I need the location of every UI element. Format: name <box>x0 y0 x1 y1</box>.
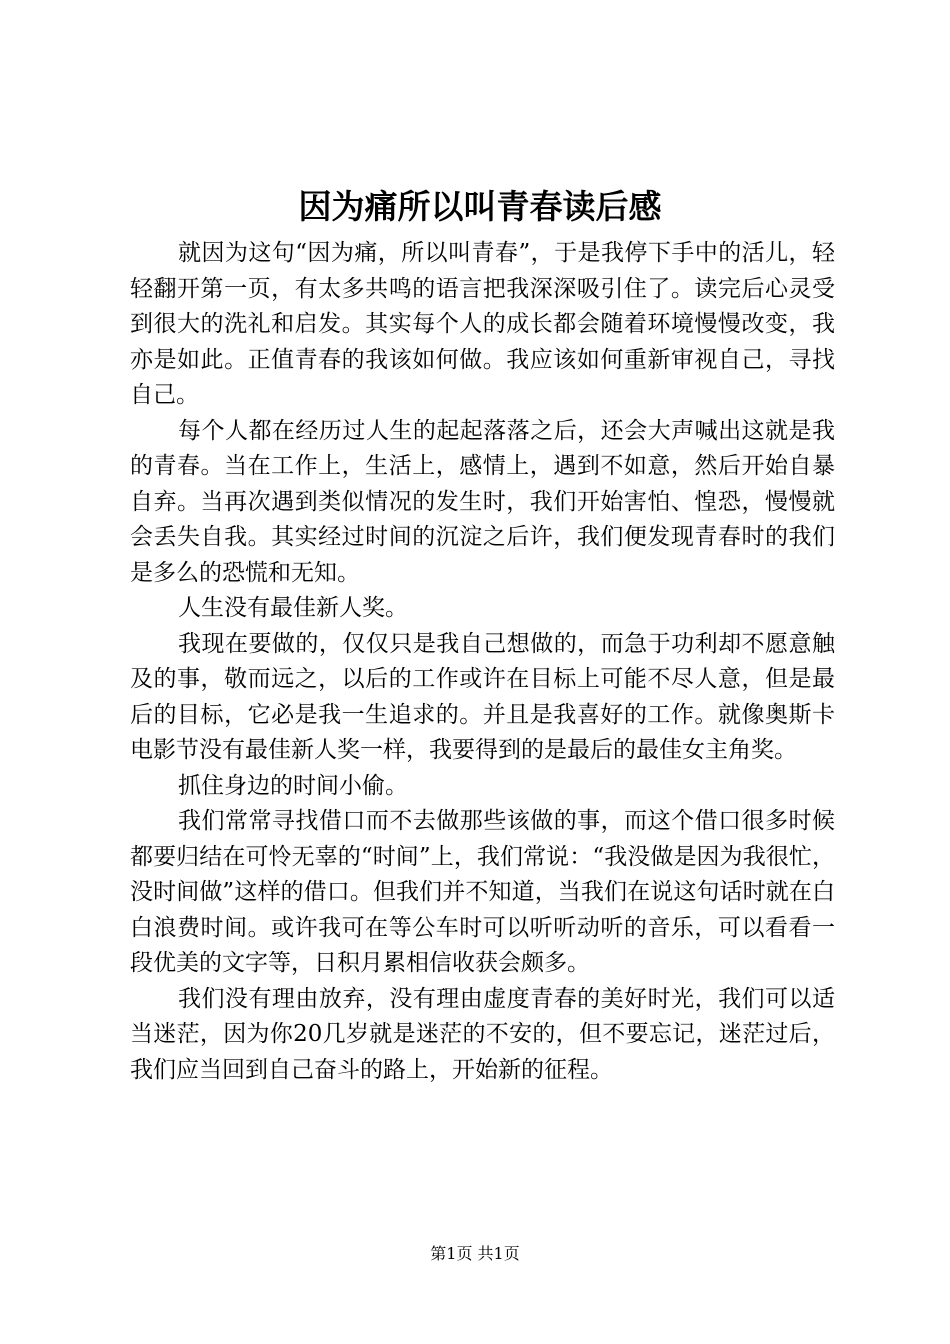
paragraph: 我们常常寻找借口而不去做那些该做的事，而这个借口很多时候都要归结在可怜无辜的“时间”上，我们常说：“我没做是因为我很忙，没时间做”这样的借口。但我们并不知道，当我们在说这句话时就在白白浪费时间。或许我可在等公车时可以听听动听的音乐，可以看看一段优美的文字等，日积月累相信收获会颇多。 <box>130 808 835 976</box>
document-title: 因为痛所以叫青春读后感 <box>298 187 662 226</box>
paragraph: 我现在要做的，仅仅只是我自己想做的，而急于功利却不愿意触及的事，敬而远之，以后的工作或许在目标上可能不尽人意，但是最后的目标，它必是我一生追求的。并且是我喜好的工作。就像奥斯卡电影节没有最佳新人奖一样，我要得到的是最后的最佳女主角奖。 <box>130 630 835 763</box>
document-body <box>130 236 835 1088</box>
page-number-footer: 第1页 共1页 <box>430 1244 520 1263</box>
paragraph: 就因为这句“因为痛，所以叫青春”，于是我停下手中的活儿，轻轻翻开第一页，有太多共鸣的语言把我深深吸引住了。读完后心灵受到很大的洗礼和启发。其实每个人的成长都会随着环境慢慢改变，我亦是如此。正值青春的我该如何做。我应该如何重新审视自己，寻找自己。 <box>130 240 835 408</box>
paragraph: 每个人都在经历过人生的起起落落之后，还会大声喊出这就是我的青春。当在工作上，生活上，感情上，遇到不如意，然后开始自暴自弃。当再次遇到类似情况的发生时，我们开始害怕、惶恐，慢慢就会丢失自我。其实经过时间的沉淀之后许，我们便发现青春时的我们是多么的恐慌和无知。 <box>130 417 835 586</box>
paragraph: 人生没有最佳新人奖。 <box>178 595 408 621</box>
paragraph: 我们没有理由放弃，没有理由虚度青春的美好时光，我们可以适当迷茫，因为你20几岁就是迷茫的不安的，但不要忘记，迷茫过后，我们应当回到自己奋斗的路上，开始新的征程。 <box>130 985 835 1083</box>
paragraph: 抓住身边的时间小偷。 <box>178 772 408 799</box>
